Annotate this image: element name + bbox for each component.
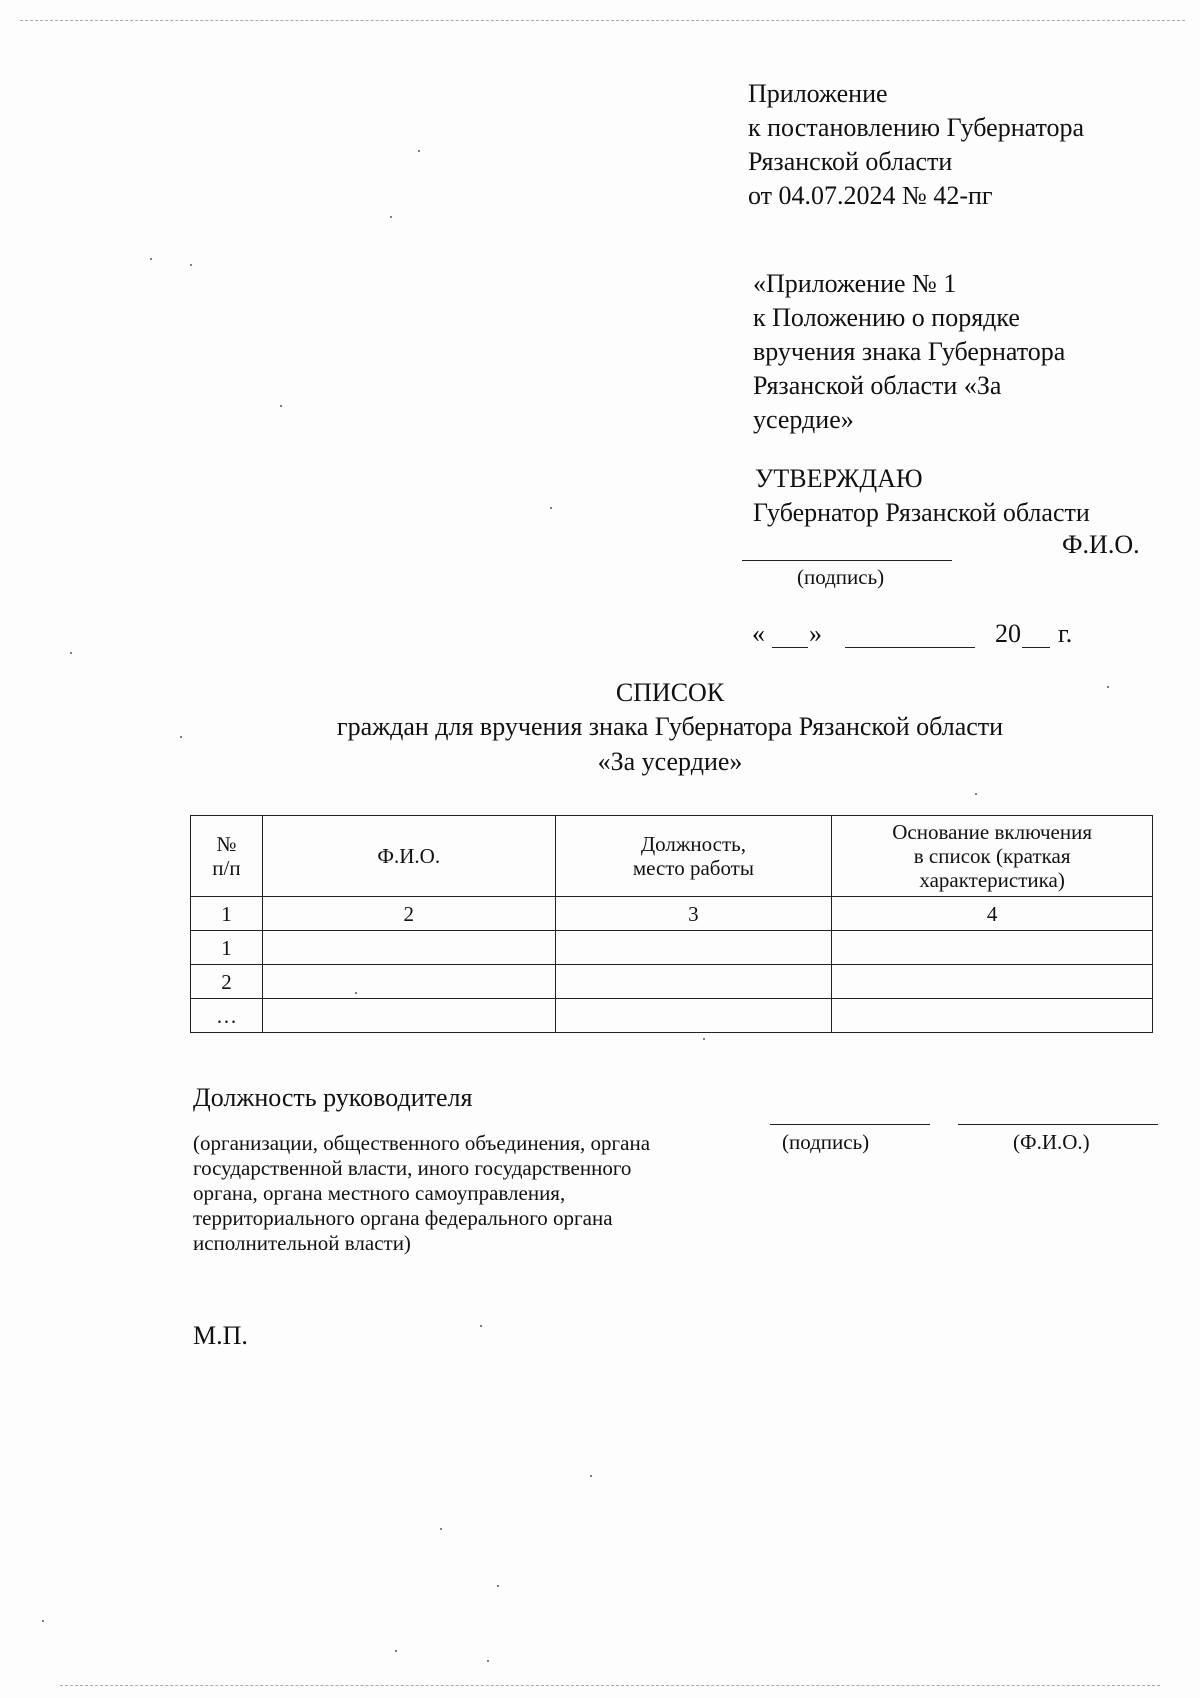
- scan-edge-top: [20, 20, 1185, 21]
- org-line: исполнительной власти): [193, 1231, 411, 1255]
- header-number: № п/п: [191, 816, 263, 897]
- scan-speck: [440, 1528, 442, 1530]
- list-award-name: «За усердие»: [597, 747, 743, 776]
- basis-cell[interactable]: [832, 999, 1153, 1033]
- header-line-appendix: Приложение: [748, 79, 888, 108]
- org-line: органа, органа местного самоуправления,: [193, 1181, 566, 1205]
- appendix-line-3: вручения знака Губернатора: [753, 337, 1066, 366]
- scan-speck: [70, 652, 72, 654]
- column-number-cell: 3: [555, 897, 832, 931]
- scan-speck: [550, 507, 552, 509]
- approval-position: Губернатор Рязанской области: [753, 498, 1090, 527]
- date-month-blank: [845, 647, 975, 648]
- scan-speck: [480, 1325, 482, 1327]
- scan-speck: [975, 793, 977, 795]
- org-line: территориального органа федерального органа: [193, 1206, 613, 1230]
- header-line-region: Рязанской области: [748, 147, 953, 176]
- head-position-label: Должность руководителя: [193, 1083, 473, 1112]
- stamp-placeholder: М.П.: [193, 1321, 248, 1350]
- approval-signature-caption: (подпись): [797, 565, 885, 589]
- position-cell[interactable]: [555, 931, 832, 965]
- appendix-block: [753, 267, 1065, 437]
- position-cell[interactable]: [555, 965, 832, 999]
- date-year-prefix: 20: [995, 619, 1021, 648]
- table-row: [191, 999, 1153, 1033]
- table-header-row: [191, 816, 1153, 897]
- fio-cell[interactable]: [262, 931, 555, 965]
- scan-speck: [42, 1620, 44, 1622]
- scan-edge-bottom: [60, 1685, 1160, 1686]
- appendix-line-4: Рязанской области «За: [753, 371, 1002, 400]
- fio-cell[interactable]: [262, 965, 555, 999]
- footer-signature-line: [770, 1124, 930, 1125]
- header-position: Должность, место работы: [555, 816, 832, 897]
- scan-speck: [395, 1650, 397, 1652]
- scan-speck: [280, 405, 282, 407]
- date-year-blank: [1022, 647, 1050, 648]
- org-line: государственной власти, иного государственного: [193, 1156, 632, 1180]
- row-number-cell: 1: [191, 931, 263, 965]
- scan-speck: [180, 736, 182, 738]
- org-line: (организации, общественного объединения, органа: [193, 1131, 651, 1155]
- footer-fio-line: [958, 1124, 1158, 1125]
- scan-speck: [418, 150, 420, 152]
- table-column-numbers-row: [191, 897, 1153, 931]
- scan-speck: [355, 992, 357, 994]
- footer-signature-caption: (подпись): [782, 1130, 870, 1154]
- header-block: [748, 77, 1084, 213]
- header-line-resolution: к постановлению Губернатора: [748, 113, 1085, 142]
- column-number-cell: 2: [262, 897, 555, 931]
- date-close-quote: »: [809, 619, 822, 648]
- scan-speck: [150, 258, 152, 260]
- header-basis: Основание включения в список (краткая характеристика): [832, 816, 1153, 897]
- header-line-date-number: от 04.07.2024 № 42-пг: [748, 181, 993, 210]
- column-number-cell: 4: [832, 897, 1153, 931]
- row-number-cell: 2: [191, 965, 263, 999]
- position-cell[interactable]: [555, 999, 832, 1033]
- header-fio: Ф.И.О.: [262, 816, 555, 897]
- basis-cell[interactable]: [832, 965, 1153, 999]
- row-number-cell: …: [191, 999, 263, 1033]
- approval-title: УТВЕРЖДАЮ: [755, 464, 923, 493]
- organization-description: [193, 1131, 650, 1256]
- appendix-line-5: усердие»: [753, 405, 854, 434]
- scan-speck: [590, 1475, 592, 1477]
- fio-cell[interactable]: [262, 999, 555, 1033]
- approval-signature-line: [742, 560, 952, 561]
- scan-speck: [497, 1585, 499, 1587]
- date-year-suffix: г.: [1058, 619, 1073, 648]
- scan-speck: [190, 264, 192, 266]
- basis-cell[interactable]: [832, 931, 1153, 965]
- table-row: [191, 931, 1153, 965]
- list-subtitle: граждан для вручения знака Губернатора Рязанской области: [336, 712, 1004, 741]
- citizens-table: [190, 815, 1153, 1033]
- appendix-line-1: «Приложение № 1: [753, 269, 957, 298]
- date-open-quote: «: [752, 619, 765, 648]
- approval-fio: Ф.И.О.: [1062, 530, 1140, 559]
- scan-speck: [487, 1660, 489, 1662]
- scan-speck: [390, 216, 392, 218]
- scan-speck: [703, 1038, 705, 1040]
- footer-fio-caption: (Ф.И.О.): [1013, 1130, 1090, 1154]
- date-day-blank: [772, 647, 808, 648]
- appendix-line-2: к Положению о порядке: [753, 303, 1020, 332]
- table-row: [191, 965, 1153, 999]
- column-number-cell: 1: [191, 897, 263, 931]
- list-title: СПИСОК: [615, 678, 725, 707]
- scan-speck: [1107, 686, 1109, 688]
